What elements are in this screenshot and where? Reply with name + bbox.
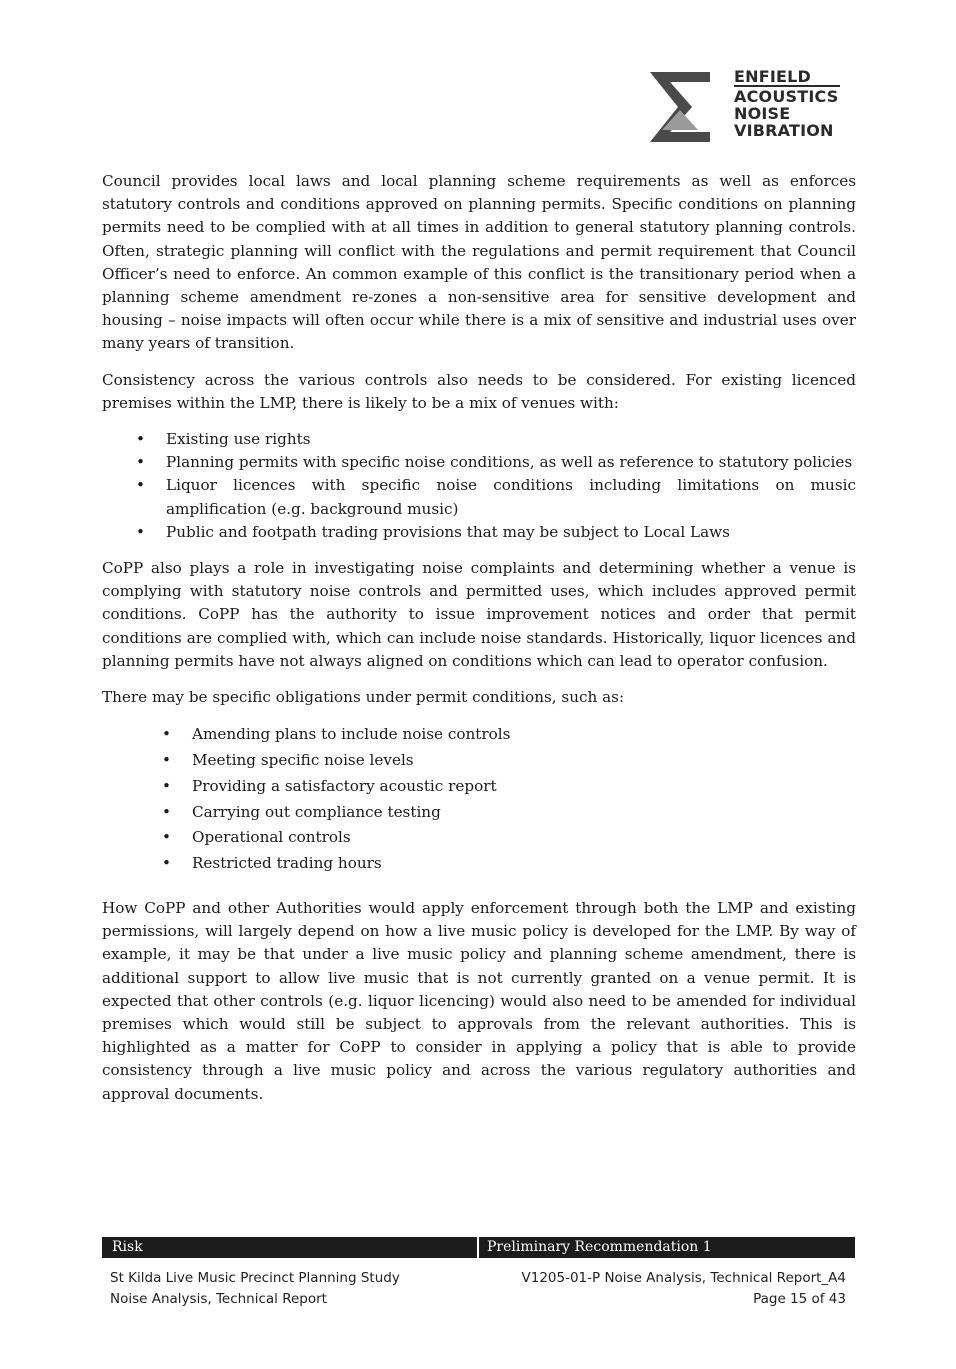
paragraph: How CoPP and other Authorities would apply enforcement through both the LMP and existing permissions, will largely depend on how a live music policy is developed for the LMP. By way of example, it may be that under a live music policy and planning scheme amendment, there is additional support to allow live music that is not currently granted on a venue permit. It is expected that other controls (e.g. liquor licencing) would also need to be amended for individual premises which would still be subject to approvals from the relevant authorities. This is highlighted as a matter for CoPP to consider in applying a policy that is able to provide consistency through a live music policy and across the various regulatory authorities and approval documents. (102, 899, 856, 1103)
paragraph: There may be specific obligations under permit conditions, such as: (102, 688, 625, 707)
body-content (102, 170, 856, 1119)
logo-line-3: NOISE (734, 104, 791, 123)
paragraph: Council provides local laws and local planning scheme requirements as well as enforces statutory controls and conditions approved on planning permits. Specific conditions on planning permits need to be complied with at all times in addition to general statutory planning controls. Often, strategic planning will conflict with the regulations and permit requirement that Council Officer’s need to enforce. An common example of this conflict is the transitionary period when a planning scheme amendment re-zones a non-sensitive area for sensitive development and housing – noise impacts will often occur while there is a mix of sensitive and industrial uses over many years of transition. (102, 172, 856, 353)
list-item: • Providing a satisfactory acoustic report (102, 774, 856, 800)
list-item: • Restricted trading hours (102, 851, 856, 877)
logo-wordmark (734, 68, 840, 139)
footer-project-title: St Kilda Live Music Precinct Planning Study (110, 1270, 400, 1286)
risk-label: Risk (112, 1239, 143, 1255)
sigma-logo-icon (648, 70, 712, 144)
permit-obligations-list (102, 722, 856, 877)
paragraph: Consistency across the various controls also needs to be considered. For existing licenced premises within the LMP, there is likely to be a mix of venues with: (102, 370, 856, 412)
footer-right (522, 1268, 847, 1310)
logo-line-2: ACOUSTICS (734, 87, 839, 106)
logo-line-1: ENFIELD (734, 68, 840, 87)
risk-recommendation-bar (102, 1237, 855, 1258)
footer-document-id: V1205-01-P Noise Analysis, Technical Report_A4 (521, 1270, 846, 1286)
list-item: • Carrying out compliance testing (102, 800, 856, 826)
list-item: • Planning permits with specific noise conditions, as well as reference to statutory policies (102, 451, 856, 474)
venue-types-list (102, 428, 856, 544)
list-item: • Meeting specific noise levels (102, 748, 856, 774)
recommendation-label: Preliminary Recommendation 1 (487, 1239, 712, 1255)
bar-divider (477, 1237, 479, 1258)
list-item: • Existing use rights (102, 428, 856, 451)
logo-line-4: VIBRATION (734, 121, 834, 140)
list-item: • Liquor licences with specific noise conditions including limitations on music amplification (e.g. background music) (102, 474, 856, 520)
company-logo (648, 68, 848, 148)
list-item: • Operational controls (102, 825, 856, 851)
list-item: • Public and footpath trading provisions that may be subject to Local Laws (102, 521, 856, 544)
page-number: Page 15 of 43 (753, 1291, 846, 1307)
footer-left (110, 1268, 400, 1310)
footer-report-title: Noise Analysis, Technical Report (110, 1291, 327, 1307)
list-item: • Amending plans to include noise controls (102, 722, 856, 748)
paragraph: CoPP also plays a role in investigating noise complaints and determining whether a venue is complying with statutory noise controls and permitted uses, which includes approved permit conditions. CoPP has the authority to issue improvement notices and order that permit conditions are complied with, which can include noise standards. Historically, liquor licences and planning permits have not always aligned on conditions which can lead to operator confusion. (102, 559, 856, 670)
